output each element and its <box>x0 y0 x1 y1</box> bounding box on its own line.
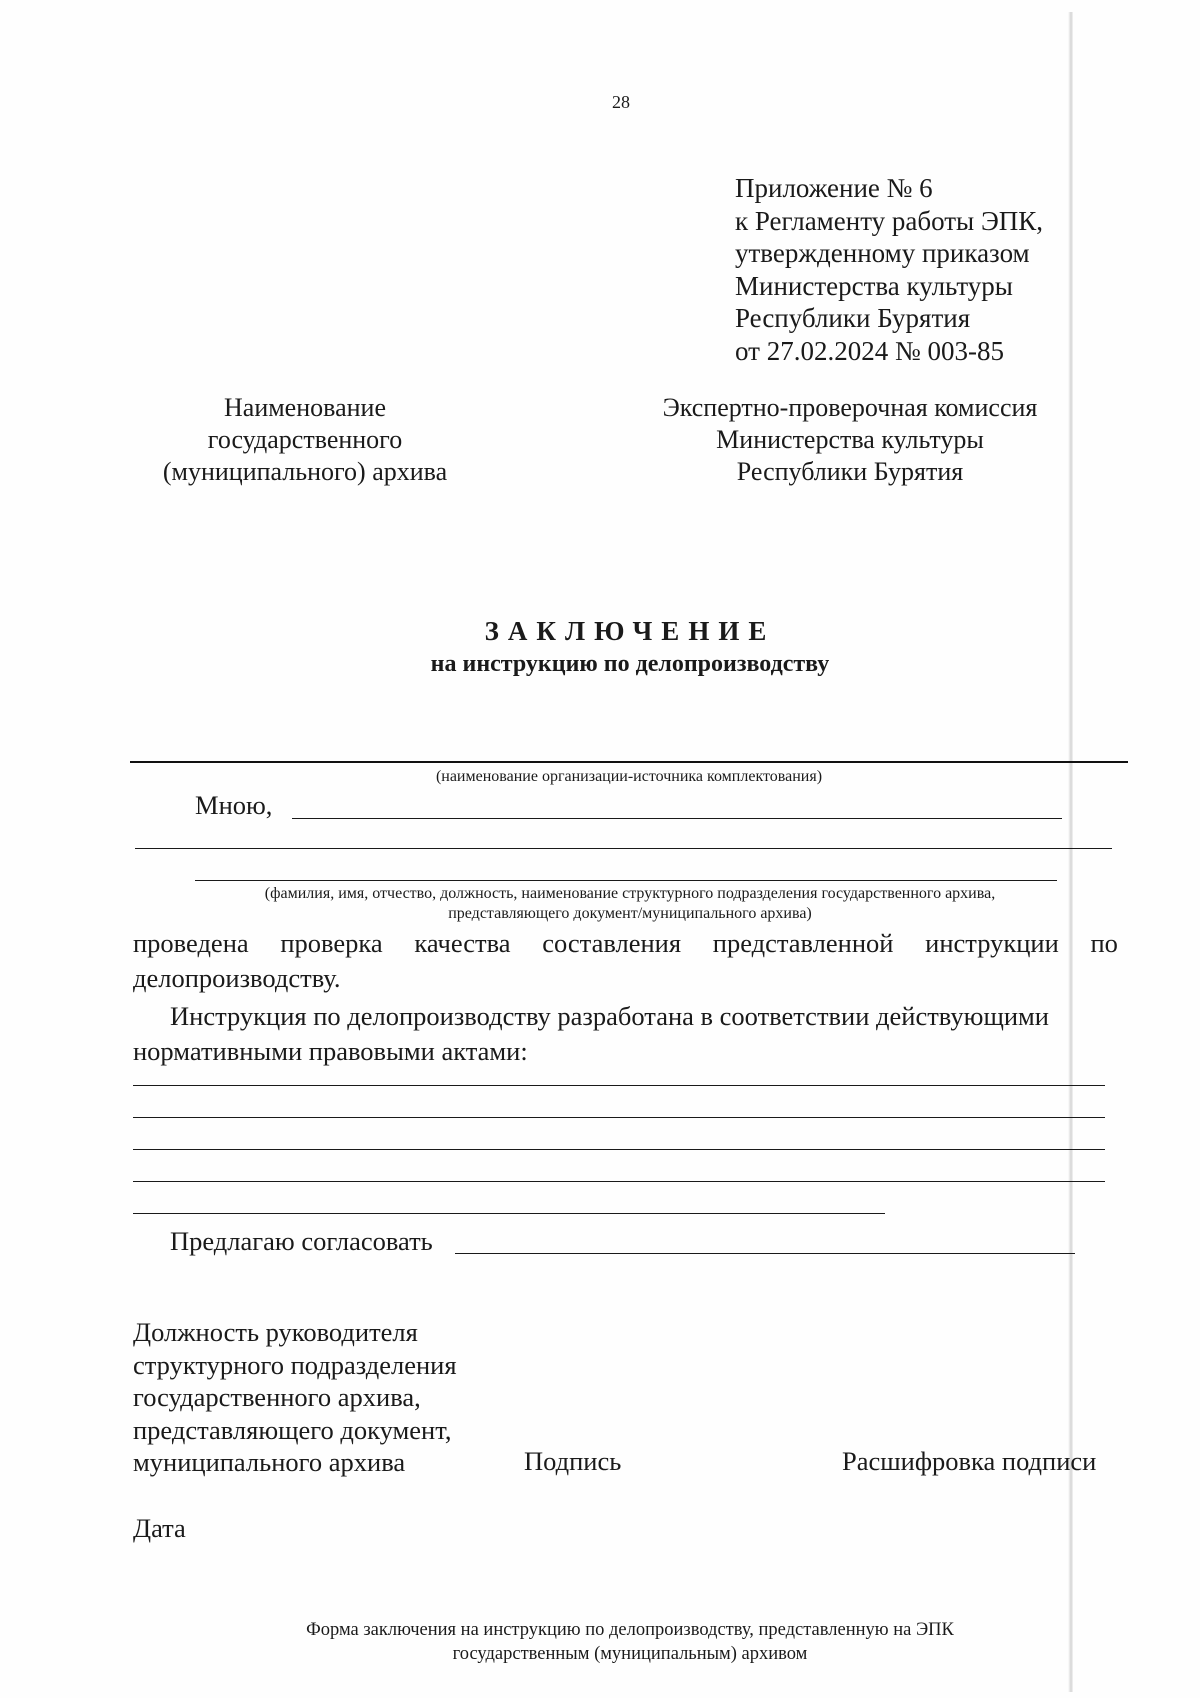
acts-fill-line-4 <box>133 1181 1105 1182</box>
scan-edge-shadow <box>1068 12 1073 1692</box>
position-title-line: структурного подразделения <box>133 1349 457 1380</box>
signature-decryption-label: Расшифровка подписи <box>842 1446 1097 1476</box>
signature-label: Подпись <box>524 1446 622 1476</box>
mnoyu-label: Мною, <box>195 790 273 820</box>
paragraph-word: составления <box>542 928 682 958</box>
document-subtitle: на инструкцию по делопроизводству <box>430 651 830 677</box>
person-fill-line-1 <box>135 848 1112 849</box>
footer-line: Форма заключения на инструкцию по делопроизводству, представленную на ЭПК <box>306 1620 954 1640</box>
footer-note <box>130 1618 1130 1666</box>
page-number: 28 <box>612 92 630 112</box>
person-caption-line-1: (фамилия, имя, отчество, должность, наименование структурного подразделения государственного архива, <box>264 885 996 902</box>
acts-fill-line-1 <box>133 1085 1105 1086</box>
acts-fill-line-5 <box>133 1213 885 1214</box>
paragraph-word: качества <box>414 928 511 958</box>
propose-label: Предлагаю согласовать <box>170 1226 433 1256</box>
appendix-line: от 27.02.2024 № 003-85 <box>735 335 1004 366</box>
organization-caption: (наименование организации-источника комплектования) <box>435 768 823 785</box>
commission-line: Республики Бурятия <box>736 457 964 486</box>
appendix-line: Приложение № 6 <box>735 173 933 203</box>
acts-fill-line-3 <box>133 1149 1105 1150</box>
paragraph-2-line-1: Инструкция по делопроизводству разработана в соответствии действующими <box>170 1001 1049 1031</box>
appendix-line: Министерства культуры <box>735 270 1013 301</box>
paragraph-word: представленной <box>712 928 894 958</box>
acts-fill-line-2 <box>133 1117 1105 1118</box>
commission-line: Экспертно-проверочная комиссия <box>662 393 1038 422</box>
position-title-line: муниципального архива <box>133 1447 406 1477</box>
appendix-block <box>735 172 1043 367</box>
commission-header <box>640 392 1060 488</box>
archive-name-line: (муниципального) архива <box>162 457 448 486</box>
appendix-line: утвержденному приказом <box>735 238 1030 268</box>
paragraph-2-line-2: нормативными правовыми актами: <box>133 1036 528 1066</box>
mnoyu-fill-line <box>292 818 1062 819</box>
position-title-block <box>133 1316 457 1479</box>
position-title-line: Должность руководителя <box>133 1317 418 1347</box>
appendix-line: к Регламенту работы ЭПК, <box>735 205 1044 236</box>
organization-fill-line <box>130 761 1128 763</box>
position-title-line: представляющего документ, <box>133 1414 452 1445</box>
paragraph-word: по <box>1090 928 1118 958</box>
person-fill-line-2 <box>195 880 1057 881</box>
paragraph-word: проверка <box>280 928 383 958</box>
appendix-line: Республики Бурятия <box>735 303 971 333</box>
footer-line: государственным (муниципальным) архивом <box>452 1644 808 1664</box>
person-caption-line-2: представляющего документ/муниципального архива) <box>448 905 812 922</box>
position-title-line: государственного архива, <box>133 1382 421 1412</box>
paragraph-1-line-1 <box>133 928 1118 959</box>
archive-name-line: Наименование <box>224 393 386 422</box>
paragraph-word: инструкции <box>925 928 1059 958</box>
paragraph-word: проведена <box>133 928 249 958</box>
date-label: Дата <box>133 1513 186 1543</box>
paragraph-1-line-2: делопроизводству. <box>133 963 341 993</box>
document-title: ЗАКЛЮЧЕНИЕ <box>484 616 776 646</box>
commission-line: Министерства культуры <box>716 425 984 454</box>
archive-name-line: государственного <box>207 425 403 454</box>
propose-fill-line <box>455 1253 1075 1254</box>
archive-name-header <box>140 392 470 488</box>
